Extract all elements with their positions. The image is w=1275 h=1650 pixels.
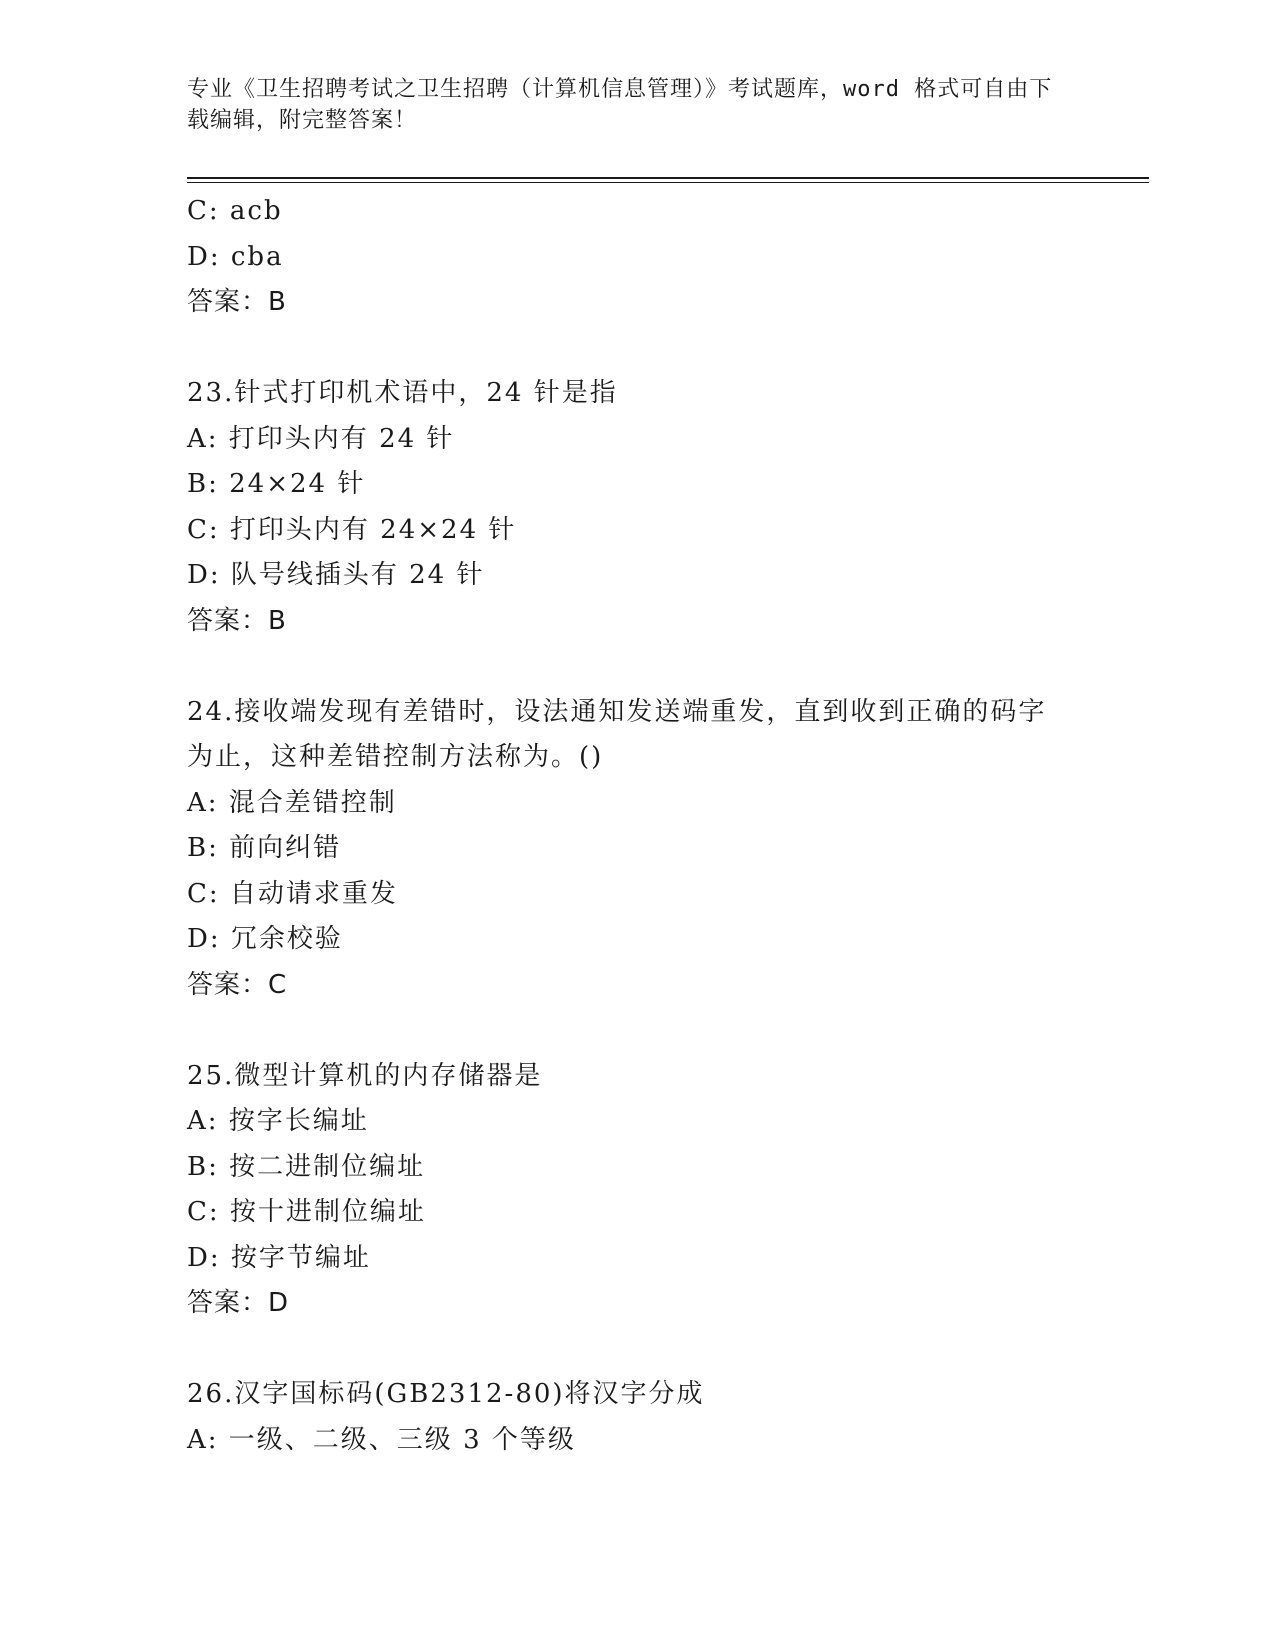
option-b: B: 前向纠错 bbox=[187, 833, 342, 863]
answer-line: 答案：B bbox=[187, 605, 287, 636]
spacer bbox=[187, 644, 1087, 690]
option-b: B: 24×24 针 bbox=[187, 469, 366, 499]
spacer bbox=[187, 326, 1087, 372]
spacer bbox=[187, 1008, 1087, 1054]
option-d: D: 队号线插头有 24 针 bbox=[187, 560, 485, 590]
option-d: D: 冗余校验 bbox=[187, 924, 343, 954]
option-c: C: acb bbox=[187, 196, 283, 226]
answer-line: 答案：D bbox=[187, 1288, 290, 1318]
question-25 bbox=[187, 1054, 1087, 1327]
option-b: B: 按二进制位编址 bbox=[187, 1151, 426, 1182]
question-list bbox=[187, 189, 1087, 1463]
option-d: D: cba bbox=[187, 241, 284, 272]
header-divider-thick bbox=[187, 177, 1149, 179]
document-header: 专业《卫生招聘考试之卫生招聘（计算机信息管理）》考试题库，word 格式可自由下载编辑，附完整答案！ bbox=[187, 77, 1053, 133]
option-a: A: 打印头内有 24 针 bbox=[187, 423, 455, 454]
spacer bbox=[187, 1327, 1087, 1373]
option-a: A: 一级、二级、三级 3 个等级 bbox=[187, 1424, 576, 1455]
option-c: C: 打印头内有 24×24 针 bbox=[187, 514, 517, 545]
header-divider-thin bbox=[187, 182, 1149, 183]
question-22-continued bbox=[187, 189, 1087, 326]
question-title: 25.微型计算机的内存储器是 bbox=[187, 1060, 543, 1091]
answer-line: 答案：B bbox=[187, 287, 287, 317]
option-d: D: 按字节编址 bbox=[187, 1242, 371, 1273]
question-24 bbox=[187, 690, 1087, 1009]
option-a: A: 混合差错控制 bbox=[187, 787, 397, 818]
question-title: 26.汉字国标码(GB2312-80)将汉字分成 bbox=[187, 1379, 705, 1409]
answer-line: 答案：C bbox=[187, 969, 288, 1000]
option-c: C: 自动请求重发 bbox=[187, 878, 398, 909]
question-23 bbox=[187, 371, 1087, 644]
question-title: 23.针式打印机术语中，24 针是指 bbox=[187, 378, 618, 408]
question-26 bbox=[187, 1372, 1087, 1463]
option-c: C: 按十进制位编址 bbox=[187, 1197, 426, 1227]
question-title: 24.接收端发现有差错时，设法通知发送端重发，直到收到正确的码字为止，这种差错控制方法称为。() bbox=[187, 696, 1047, 772]
option-a: A: 按字长编址 bbox=[187, 1106, 369, 1136]
